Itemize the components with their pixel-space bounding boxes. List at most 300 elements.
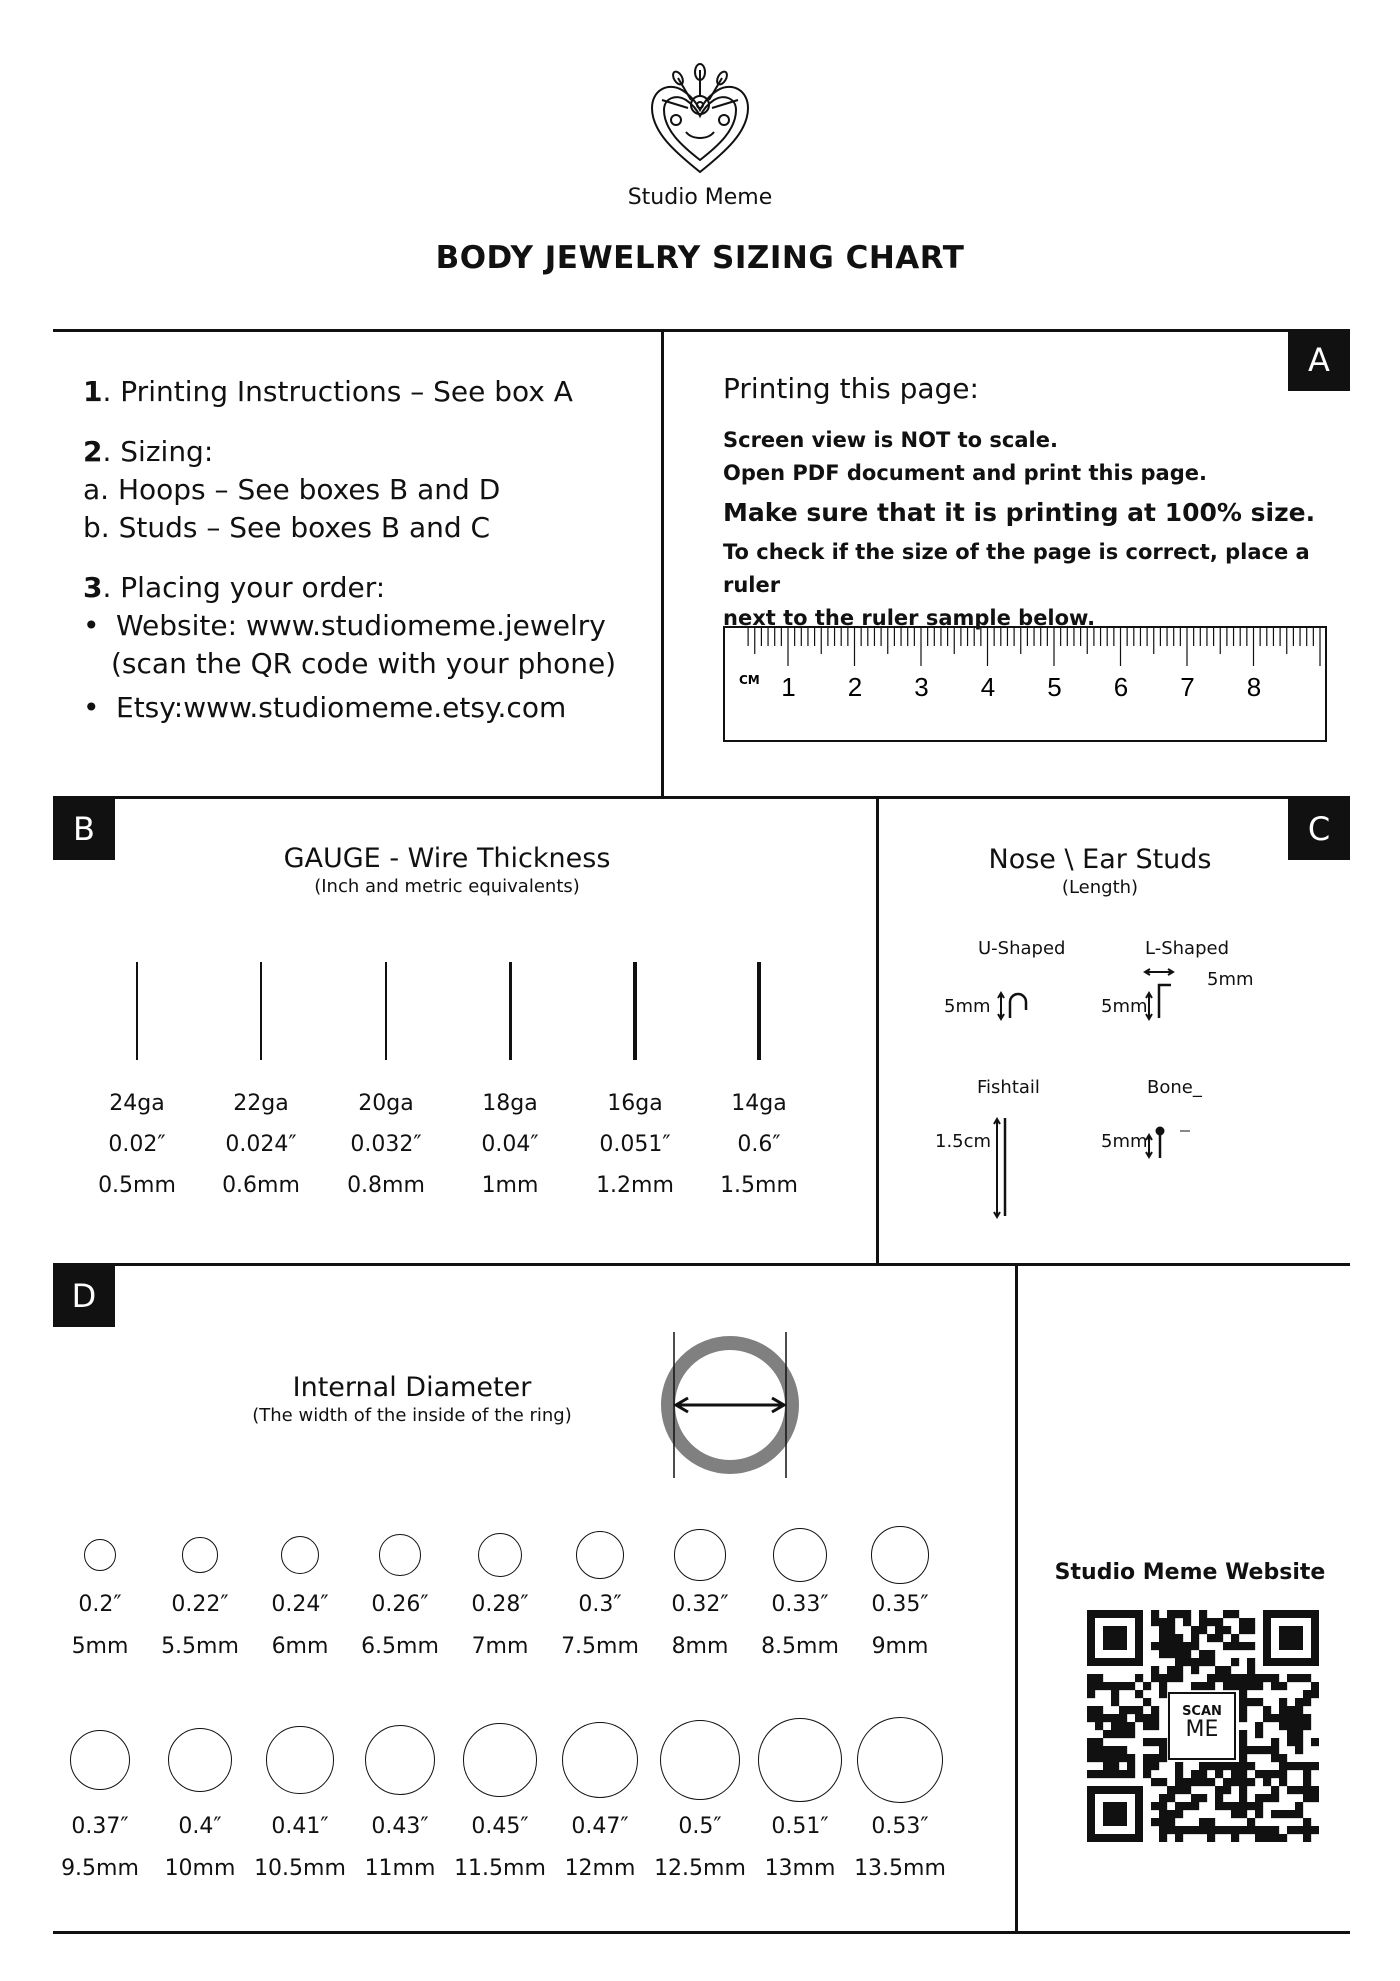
qr-module — [1167, 1618, 1175, 1626]
qr-module — [1087, 1682, 1095, 1690]
gauge-wire-14ga — [757, 962, 762, 1060]
gauge-inch: 0.024″ — [225, 1132, 297, 1157]
qr-module — [1279, 1698, 1287, 1706]
qr-module — [1175, 1674, 1183, 1682]
qr-module — [1239, 1738, 1247, 1746]
qr-module — [1087, 1746, 1095, 1754]
qr-module — [1303, 1786, 1311, 1794]
qr-module — [1183, 1826, 1191, 1834]
qr-module — [1311, 1690, 1319, 1698]
qr-module — [1215, 1770, 1223, 1778]
qr-module — [1231, 1778, 1239, 1786]
l-shaped-stud-icon — [1145, 969, 1173, 1019]
ring-circle-13.5mm — [857, 1717, 943, 1803]
qr-module — [1271, 1674, 1279, 1682]
qr-module — [1175, 1634, 1183, 1642]
qr-module — [1175, 1802, 1183, 1810]
qr-module — [1183, 1802, 1191, 1810]
qr-module — [1159, 1826, 1167, 1834]
ring-size-label — [650, 1584, 750, 1668]
gauge-wire-22ga — [260, 962, 262, 1060]
qr-module — [1191, 1642, 1199, 1650]
qr-module — [1239, 1642, 1247, 1650]
qr-module — [1247, 1778, 1255, 1786]
qr-module — [1295, 1810, 1303, 1818]
qr-module — [1215, 1794, 1223, 1802]
ruler-check-note-1: To check if the size of the page is correct, place a ruler — [723, 540, 1310, 597]
qr-module — [1255, 1722, 1263, 1730]
qr-module — [1095, 1770, 1103, 1778]
fishtail-stud-icon — [994, 1118, 1005, 1217]
bone-stud-icon — [1146, 1128, 1190, 1159]
qr-module — [1175, 1786, 1183, 1794]
ring-circle-7mm — [478, 1533, 523, 1578]
qr-module — [1095, 1746, 1103, 1754]
qr-module — [1207, 1658, 1215, 1666]
qr-module — [1279, 1810, 1287, 1818]
box-d-label: D — [53, 1265, 115, 1327]
qr-module — [1159, 1802, 1167, 1810]
qr-module — [1247, 1762, 1255, 1770]
ring-inch: 0.53″ — [871, 1814, 929, 1839]
l-width-label: 5mm — [1207, 969, 1254, 990]
qr-module — [1263, 1794, 1271, 1802]
gauge-mm: 0.6mm — [222, 1173, 300, 1198]
qr-module — [1183, 1642, 1191, 1650]
qr-module — [1159, 1738, 1167, 1746]
qr-module — [1231, 1642, 1239, 1650]
qr-module — [1231, 1810, 1239, 1818]
qr-module — [1175, 1778, 1183, 1786]
ruler-number: 4 — [980, 672, 996, 702]
qr-module — [1095, 1722, 1103, 1730]
qr-module — [1143, 1722, 1151, 1730]
qr-module — [1287, 1786, 1295, 1794]
qr-module — [1263, 1770, 1271, 1778]
qr-module — [1199, 1770, 1207, 1778]
qr-module — [1167, 1810, 1175, 1818]
qr-module — [1175, 1826, 1183, 1834]
qr-module — [1255, 1698, 1263, 1706]
qr-module — [1295, 1826, 1303, 1834]
qr-module — [1175, 1810, 1183, 1818]
qr-module — [1255, 1802, 1263, 1810]
qr-module — [1159, 1650, 1167, 1658]
qr-module — [1167, 1666, 1175, 1674]
qr-module — [1159, 1626, 1167, 1634]
qr-module — [1223, 1786, 1231, 1794]
gauge-subtitle: (Inch and metric equivalents) — [314, 876, 580, 897]
qr-module — [1087, 1674, 1095, 1682]
qr-module — [1127, 1706, 1135, 1714]
ring-circle-5mm — [84, 1539, 116, 1571]
qr-module — [1223, 1802, 1231, 1810]
qr-module — [1103, 1762, 1111, 1770]
qr-module — [1311, 1682, 1319, 1690]
qr-module — [1159, 1834, 1167, 1842]
qr-module — [1151, 1666, 1159, 1674]
qr-module — [1183, 1658, 1191, 1666]
qr-module — [1231, 1802, 1239, 1810]
qr-module — [1135, 1674, 1143, 1682]
qr-module — [1311, 1826, 1319, 1834]
qr-module — [1215, 1666, 1223, 1674]
qr-module — [1175, 1610, 1183, 1618]
qr-module — [1271, 1738, 1279, 1746]
qr-module — [1159, 1634, 1167, 1642]
qr-module — [1095, 1738, 1103, 1746]
scan-note: (scan the QR code with your phone) — [111, 647, 617, 680]
qr-module — [1263, 1826, 1271, 1834]
qr-module — [1223, 1682, 1231, 1690]
qr-module — [1247, 1746, 1255, 1754]
gauge-column — [450, 1083, 570, 1206]
qr-module — [1151, 1778, 1159, 1786]
qr-module — [1295, 1698, 1303, 1706]
qr-module — [1151, 1722, 1159, 1730]
qr-module — [1191, 1682, 1199, 1690]
qr-module — [1111, 1746, 1119, 1754]
qr-module — [1231, 1770, 1239, 1778]
qr-module — [1167, 1610, 1175, 1618]
qr-module — [1231, 1826, 1239, 1834]
qr-module — [1111, 1770, 1119, 1778]
divider — [53, 329, 1350, 332]
instruction-item-2: 2. Sizing: — [83, 435, 214, 468]
qr-module — [1119, 1722, 1127, 1730]
website-link[interactable]: Website: www.studiomeme.jewelry — [116, 609, 606, 642]
qr-module — [1287, 1714, 1295, 1722]
qr-module — [1151, 1762, 1159, 1770]
qr-module — [1191, 1658, 1199, 1666]
stud-diagrams — [990, 960, 1250, 1230]
qr-module — [1119, 1730, 1127, 1738]
bone-length-label: 5mm — [1101, 1131, 1148, 1152]
qr-module — [1255, 1746, 1263, 1754]
qr-module — [1239, 1810, 1247, 1818]
qr-module — [1239, 1626, 1247, 1634]
ring-size-label — [750, 1806, 850, 1890]
qr-module — [1239, 1682, 1247, 1690]
divider — [661, 329, 664, 798]
box-c-label: C — [1288, 798, 1350, 860]
qr-module — [1175, 1762, 1183, 1770]
ring-circle-8.5mm — [773, 1528, 827, 1582]
qr-module — [1263, 1746, 1271, 1754]
qr-module — [1151, 1706, 1159, 1714]
qr-module — [1263, 1834, 1271, 1842]
gauge-mm: 1.5mm — [720, 1173, 798, 1198]
ring-mm: 9.5mm — [61, 1856, 139, 1881]
qr-module — [1239, 1754, 1247, 1762]
qr-module — [1271, 1754, 1279, 1762]
gauge-column — [575, 1083, 695, 1206]
qr-module — [1255, 1810, 1263, 1818]
qr-module — [1255, 1794, 1263, 1802]
qr-module — [1287, 1722, 1295, 1730]
qr-module — [1311, 1738, 1319, 1746]
diameter-subtitle: (The width of the inside of the ring) — [252, 1405, 572, 1426]
qr-module — [1183, 1650, 1191, 1658]
qr-module — [1167, 1674, 1175, 1682]
qr-module — [1247, 1682, 1255, 1690]
studio-meme-logo — [640, 60, 760, 180]
gauge-inch: 0.032″ — [350, 1132, 422, 1157]
qr-module — [1215, 1762, 1223, 1770]
divider — [876, 796, 879, 1265]
qr-module — [1287, 1706, 1295, 1714]
ruler-check-note-2: next to the ruler sample below. — [723, 606, 1096, 630]
qr-module — [1231, 1674, 1239, 1682]
gauge-mm: 1.2mm — [596, 1173, 674, 1198]
ring-inch: 0.24″ — [271, 1592, 329, 1617]
qr-module — [1303, 1818, 1311, 1826]
divider — [1015, 1263, 1018, 1933]
qr-module — [1279, 1778, 1287, 1786]
qr-module — [1255, 1674, 1263, 1682]
ring-mm: 6.5mm — [361, 1634, 439, 1659]
qr-module — [1271, 1746, 1279, 1754]
qr-module — [1311, 1786, 1319, 1794]
divider — [53, 1263, 1350, 1266]
qr-module — [1103, 1746, 1111, 1754]
qr-module — [1223, 1778, 1231, 1786]
qr-module — [1255, 1770, 1263, 1778]
qr-module — [1143, 1698, 1151, 1706]
qr-module — [1223, 1674, 1231, 1682]
qr-module — [1199, 1794, 1207, 1802]
qr-module — [1231, 1682, 1239, 1690]
gauge-wire-24ga — [136, 962, 138, 1060]
qr-module — [1207, 1650, 1215, 1658]
qr-module — [1103, 1714, 1111, 1722]
qr-module — [1247, 1826, 1255, 1834]
qr-module — [1095, 1754, 1103, 1762]
qr-module — [1231, 1634, 1239, 1642]
qr-module — [1143, 1682, 1151, 1690]
qr-module — [1263, 1674, 1271, 1682]
ring-inch: 0.47″ — [571, 1814, 629, 1839]
qr-module — [1239, 1794, 1247, 1802]
qr-module — [1311, 1762, 1319, 1770]
gauge-inch: 0.04″ — [481, 1132, 539, 1157]
ring-circle-9.5mm — [70, 1730, 131, 1791]
qr-module — [1279, 1834, 1287, 1842]
qr-module — [1239, 1698, 1247, 1706]
qr-module — [1111, 1682, 1119, 1690]
qr-module — [1143, 1762, 1151, 1770]
ring-circle-13mm — [758, 1718, 841, 1801]
ring-circle-11.5mm — [463, 1723, 537, 1797]
qr-module — [1271, 1810, 1279, 1818]
qr-module — [1207, 1826, 1215, 1834]
qr-module — [1239, 1618, 1247, 1626]
ring-mm: 5mm — [71, 1634, 129, 1659]
qr-module — [1279, 1762, 1287, 1770]
ring-inch: 0.28″ — [471, 1592, 529, 1617]
gauge-ga: 20ga — [358, 1091, 414, 1116]
printing-heading: Printing this page: — [723, 372, 979, 405]
qr-module — [1239, 1778, 1247, 1786]
qr-module — [1231, 1610, 1239, 1618]
qr-module — [1263, 1714, 1271, 1722]
etsy-line: • Etsy:www.studiomeme.etsy.com — [83, 691, 567, 724]
gauge-column — [77, 1083, 197, 1206]
gauge-inch: 0.051″ — [599, 1132, 671, 1157]
ring-size-label — [450, 1584, 550, 1668]
ring-size-label — [550, 1806, 650, 1890]
ring-size-label — [250, 1584, 350, 1668]
qr-module — [1175, 1650, 1183, 1658]
ring-mm: 5.5mm — [161, 1634, 239, 1659]
qr-module — [1231, 1834, 1239, 1842]
qr-module — [1247, 1698, 1255, 1706]
qr-module — [1127, 1682, 1135, 1690]
ruler-unit: CM — [739, 673, 760, 687]
qr-module — [1135, 1714, 1143, 1722]
qr-module — [1095, 1714, 1103, 1722]
qr-module — [1191, 1634, 1199, 1642]
open-pdf-note: Open PDF document and print this page. — [723, 461, 1207, 485]
qr-module — [1111, 1698, 1119, 1706]
qr-module — [1167, 1818, 1175, 1826]
qr-module — [1191, 1626, 1199, 1634]
qr-module — [1303, 1762, 1311, 1770]
qr-module — [1119, 1754, 1127, 1762]
qr-module — [1239, 1762, 1247, 1770]
ring-mm: 13.5mm — [854, 1856, 946, 1881]
qr-module — [1175, 1642, 1183, 1650]
qr-module — [1287, 1738, 1295, 1746]
ring-mm: 7mm — [471, 1634, 529, 1659]
qr-module — [1183, 1618, 1191, 1626]
gauge-column — [201, 1083, 321, 1206]
studs-subtitle: (Length) — [1061, 877, 1139, 898]
qr-module — [1143, 1714, 1151, 1722]
qr-module — [1159, 1754, 1167, 1762]
etsy-link[interactable]: Etsy:www.studiomeme.etsy.com — [116, 691, 567, 724]
qr-module — [1087, 1770, 1095, 1778]
ring-circle-11mm — [365, 1725, 435, 1795]
qr-module — [1223, 1626, 1231, 1634]
qr-module — [1175, 1834, 1183, 1842]
gauge-column — [699, 1083, 819, 1206]
qr-module — [1159, 1674, 1167, 1682]
qr-module — [1199, 1818, 1207, 1826]
qr-module — [1199, 1626, 1207, 1634]
u-shaped-stud-icon — [998, 993, 1026, 1019]
ring-size-label — [50, 1584, 150, 1668]
qr-module — [1271, 1834, 1279, 1842]
ring-size-label — [150, 1806, 250, 1890]
ruler-number: 5 — [1047, 672, 1062, 702]
qr-module — [1183, 1786, 1191, 1794]
qr-module — [1151, 1618, 1159, 1626]
screen-view-note: Screen view is NOT to scale. — [723, 428, 1058, 452]
qr-module — [1223, 1826, 1231, 1834]
qr-module — [1303, 1714, 1311, 1722]
ring-circle-6mm — [281, 1536, 319, 1574]
qr-module — [1271, 1794, 1279, 1802]
ring-mm: 11.5mm — [454, 1856, 546, 1881]
ring-mm: 7.5mm — [561, 1634, 639, 1659]
qr-module — [1271, 1770, 1279, 1778]
qr-module — [1287, 1826, 1295, 1834]
qr-module — [1215, 1634, 1223, 1642]
ruler-number: 3 — [914, 672, 929, 702]
qr-module — [1127, 1754, 1135, 1762]
qr-module — [1103, 1682, 1111, 1690]
ring-inch: 0.37″ — [71, 1814, 129, 1839]
qr-module — [1295, 1722, 1303, 1730]
gauge-mm: 0.8mm — [347, 1173, 425, 1198]
qr-module — [1199, 1826, 1207, 1834]
ring-inch: 0.32″ — [671, 1592, 729, 1617]
gauge-wire-16ga — [633, 962, 637, 1060]
qr-module — [1207, 1674, 1215, 1682]
qr-module — [1271, 1786, 1279, 1794]
fishtail-length-label: 1.5cm — [935, 1131, 992, 1152]
qr-module — [1191, 1666, 1199, 1674]
qr-module — [1207, 1834, 1215, 1842]
qr-module — [1191, 1794, 1199, 1802]
qr-module — [1255, 1730, 1263, 1738]
qr-module — [1159, 1682, 1167, 1690]
qr-module — [1167, 1642, 1175, 1650]
qr-module — [1295, 1762, 1303, 1770]
divider — [53, 796, 1350, 799]
qr-module — [1239, 1714, 1247, 1722]
qr-module — [1303, 1778, 1311, 1786]
l-length-label: 5mm — [1101, 996, 1148, 1017]
qr-module — [1159, 1810, 1167, 1818]
qr-module — [1295, 1674, 1303, 1682]
ring-size-label — [150, 1584, 250, 1668]
qr-module — [1111, 1730, 1119, 1738]
ring-mm: 12.5mm — [654, 1856, 746, 1881]
qr-module — [1279, 1706, 1287, 1714]
qr-module — [1151, 1674, 1159, 1682]
instruction-item-3: 3. Placing your order: — [83, 571, 386, 604]
ring-inch: 0.2″ — [78, 1592, 122, 1617]
qr-module — [1087, 1738, 1095, 1746]
ring-circle-12.5mm — [660, 1720, 740, 1800]
qr-module — [1175, 1658, 1183, 1666]
diameter-title: Internal Diameter — [292, 1372, 532, 1403]
qr-module — [1151, 1754, 1159, 1762]
gauge-ga: 24ga — [109, 1091, 165, 1116]
qr-module — [1087, 1690, 1095, 1698]
ring-inch: 0.4″ — [178, 1814, 222, 1839]
printing-instructions — [723, 424, 1343, 635]
qr-module — [1119, 1770, 1127, 1778]
ring-circle-10mm — [168, 1728, 232, 1792]
gauge-wire-18ga — [509, 962, 512, 1060]
qr-module — [1119, 1682, 1127, 1690]
qr-module — [1271, 1682, 1279, 1690]
ring-mm: 11mm — [364, 1856, 436, 1881]
qr-module — [1135, 1706, 1143, 1714]
divider — [53, 1931, 1350, 1934]
gauge-ga: 22ga — [233, 1091, 289, 1116]
qr-module — [1207, 1818, 1215, 1826]
qr-module — [1167, 1786, 1175, 1794]
l-shaped-label: L-Shaped — [1145, 938, 1229, 959]
ring-mm: 13mm — [764, 1856, 836, 1881]
qr-module — [1303, 1722, 1311, 1730]
gauge-wire-20ga — [385, 962, 388, 1060]
qr-module — [1279, 1722, 1287, 1730]
